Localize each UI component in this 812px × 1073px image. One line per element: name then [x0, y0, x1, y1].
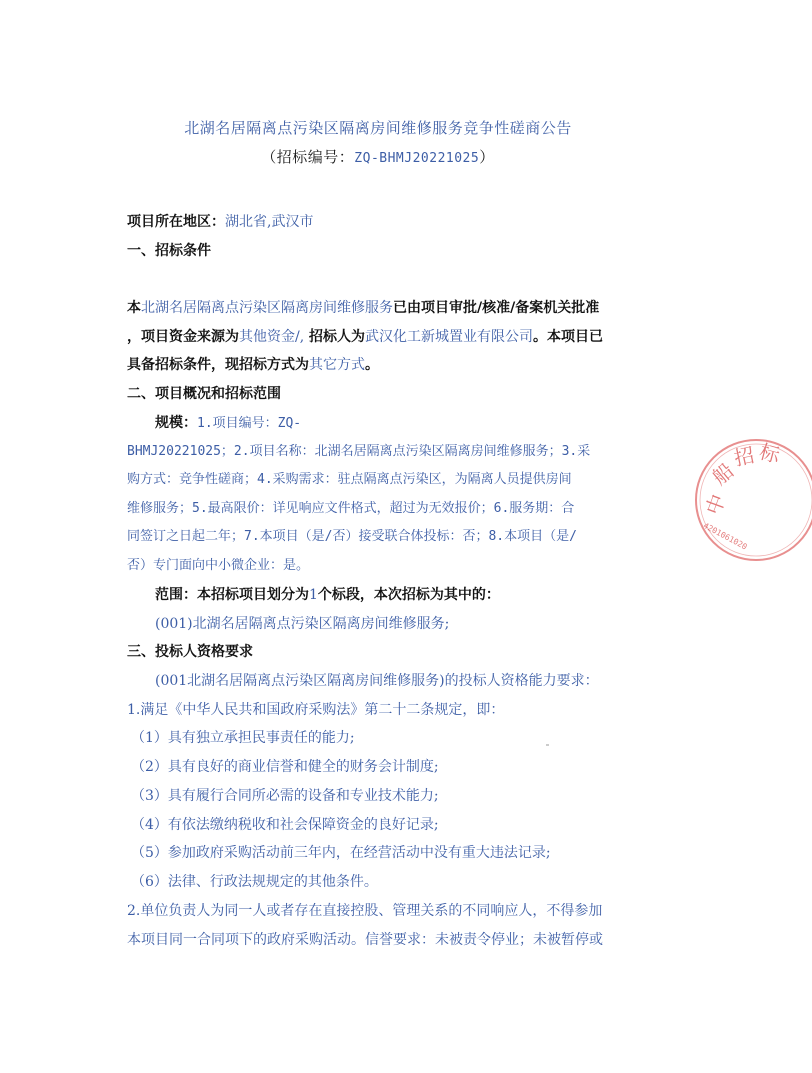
scale-line6: 否）专门面向中小微企业：是。 [127, 558, 310, 573]
location-label: 项目所在地区： [127, 214, 225, 230]
text-run: 招标人为 [304, 329, 366, 345]
scale-line3: 购方式：竞争性磋商；4.采购需求：驻点隔离点污染区，为隔离人员提供房间 [127, 472, 572, 487]
scale-text: 1.项目编号：ZQ- [197, 416, 302, 431]
lot-count: 1 [309, 587, 318, 603]
tender-method: 其它方式 [309, 357, 365, 373]
svg-text:船: 船 [707, 458, 739, 490]
tender-code-suffix: ） [479, 148, 495, 166]
text-run: 本 [127, 300, 141, 316]
text-run: ，项目资金来源为 [127, 329, 239, 345]
section3-heading: 三、投标人资格要求 [127, 644, 253, 660]
qualification-intro: (001北湖名居隔离点污染区隔离房间维修服务)的投标人资格能力要求： [155, 673, 599, 689]
scan-speck [546, 744, 549, 746]
svg-text:招: 招 [731, 442, 757, 471]
range-label: 范围：本招标项目划分为 [155, 587, 309, 603]
scale-line4: 维修服务；5.最高限价：详见响应文件格式，超过为无效报价；6.服务期：合 [127, 501, 575, 516]
official-seal-icon [692, 436, 812, 556]
scale-label: 规模： [155, 415, 197, 431]
svg-text:4201061020: 4201061020 [701, 521, 749, 552]
requirement-item: （4）有依法缴纳税收和社会保障资金的良好记录; [131, 817, 439, 833]
requirement-1: 1.满足《中华人民共和国政府采购法》第二十二条规定，即： [127, 702, 505, 718]
text-run: 已由项目审批/核准/备案机关批准 [393, 300, 600, 316]
document-title: 北湖名居隔离点污染区隔离房间维修服务竞争性磋商公告 [184, 119, 572, 137]
text-run: 具备招标条件，现招标方式为 [127, 357, 309, 373]
tenderer-name: 武汉化工新城置业有限公司 [365, 329, 534, 345]
tender-code-line [0, 146, 756, 167]
svg-text:中: 中 [700, 490, 731, 518]
section1-para-line1 [127, 298, 632, 318]
text-run: 。 [365, 357, 379, 373]
location-line [127, 212, 632, 232]
requirement-2-line2: 本项目同一合同项下的政府采购活动。信誉要求：未被责令停业；未被暂停或 [127, 932, 603, 948]
section1-para-line2 [127, 327, 632, 347]
lot-item: (001)北湖名居隔离点污染区隔离房间维修服务; [155, 616, 450, 632]
requirement-item: （1）具有独立承担民事责任的能力; [131, 730, 355, 746]
svg-text:标: 标 [756, 439, 783, 468]
range-text: 个标段，本次招标为其中的： [317, 587, 500, 603]
section2-heading: 二、项目概况和招标范围 [127, 386, 281, 402]
scale-line2: BHMJ20221025；2.项目名称：北湖名居隔离点污染区隔离房间维修服务；3.采 [127, 444, 591, 459]
section1-heading: 一、招标条件 [127, 243, 211, 259]
project-name: 北湖名居隔离点污染区隔离房间维修服务 [141, 300, 393, 316]
requirement-item: （2）具有良好的商业信誉和健全的财务会计制度; [131, 759, 439, 775]
tender-code-prefix: （招标编号： [261, 148, 355, 166]
location-value: 湖北省,武汉市 [225, 214, 314, 230]
range-line [155, 585, 660, 605]
requirement-2-line1: 2.单位负责人为同一人或者存在直接控股、管理关系的不同响应人，不得参加 [127, 903, 603, 919]
requirement-item: （5）参加政府采购活动前三年内，在经营活动中没有重大违法记录; [131, 845, 551, 861]
requirement-item: （6）法律、行政法规规定的其他条件。 [131, 874, 378, 890]
scale-line1 [155, 413, 660, 434]
tender-code: ZQ-BHMJ20221025 [354, 151, 480, 166]
section1-para-line3 [127, 355, 632, 375]
fund-source: 其他资金/, [239, 329, 305, 345]
text-run: 。本项目已 [533, 329, 604, 345]
scale-line5: 同签订之日起二年；7.本项目（是/否）接受联合体投标：否；8.本项目（是/ [127, 529, 577, 544]
requirement-item: （3）具有履行合同所必需的设备和专业技术能力; [131, 788, 439, 804]
